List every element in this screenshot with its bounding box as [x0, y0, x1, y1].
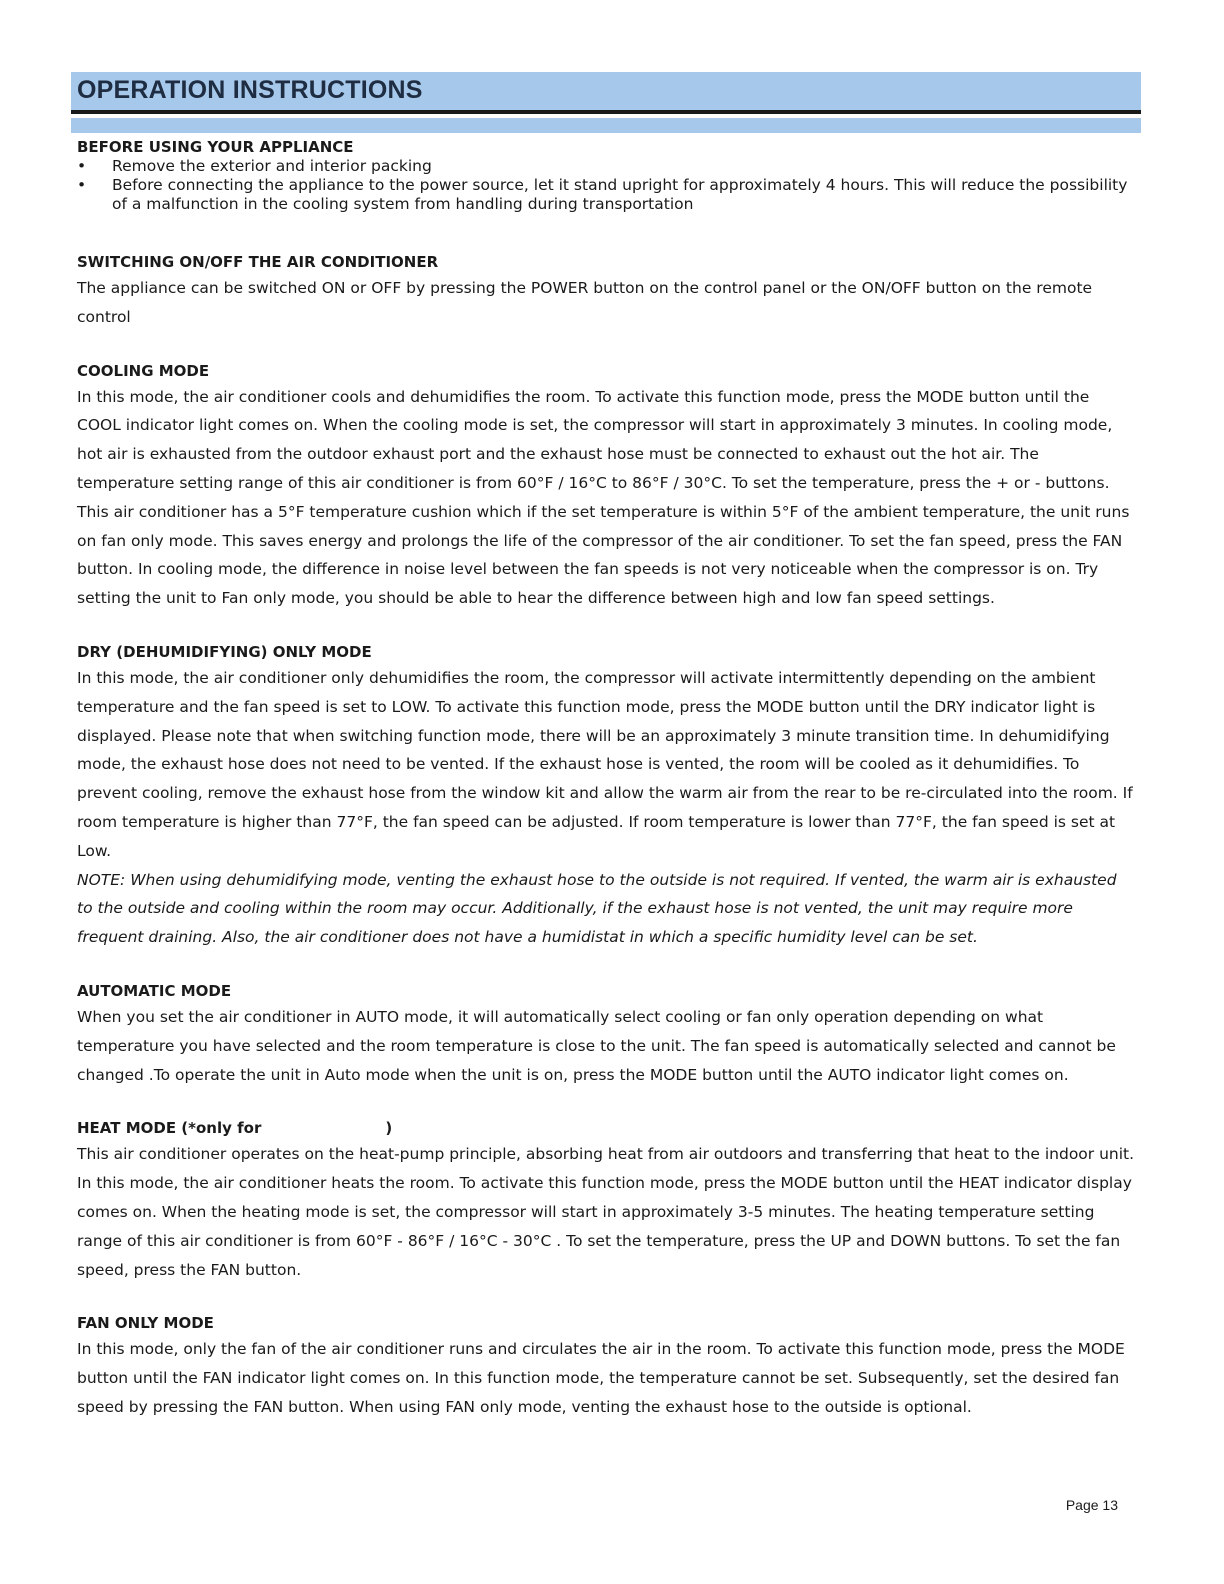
section-text-auto: When you set the air conditioner in AUTO mode, it will automatically select cooling or fan only operation depending on what temperature you have selected and the room temperature is close to the unit. The fan speed is automatically selected and cannot be changed .To operate the unit in Auto mode when the unit is on, press the MODE button until the AUTO indicator light comes on. [77, 1007, 1116, 1084]
section-fan-only [77, 1313, 1137, 1421]
section-title-auto: AUTOMATIC MODE [77, 981, 232, 1000]
bullet-list [77, 157, 1137, 214]
section-title-dry: DRY (DEHUMIDIFYING) ONLY MODE [77, 642, 372, 661]
list-item: • Before connecting the appliance to the power source, let it stand upright for approximately 4 hours. This will reduce the possibility of a malfunction in the cooling system from handling during transportation [77, 176, 1128, 213]
section-text-switching: The appliance can be switched ON or OFF by pressing the POWER button on the control panel or the ON/OFF button on the remote control [77, 279, 1093, 326]
section-cooling [77, 361, 1137, 613]
section-before-using [77, 137, 1137, 214]
section-title-before-using: BEFORE USING YOUR APPLIANCE [77, 138, 354, 156]
section-title-cooling: COOLING MODE [77, 361, 210, 380]
section-title-switching: SWITCHING ON/OFF THE AIR CONDITIONER [77, 253, 439, 271]
section-auto [77, 981, 1137, 1089]
section-text-dry: In this mode, the air conditioner only dehumidifies the room, the compressor will activate intermittently depending on the ambient temperature and the fan speed is set to LOW. To activate this function mode, press the MODE button until the DRY indicator light is displayed. Please note that when switching function mode, there will be an approximately 3 minute transition time. In dehumidifying mode, the exhaust hose does not need to be vented. If the exhaust hose is vented, the room will be cooled as it dehumidifies. To prevent cooling, remove the exhaust hose from the window kit and allow the warm air from the rear to be re-circulated into the room. If room temperature is higher than 77°F, the fan speed can be adjusted. If room temperature is lower than 77°F, the fan speed is set at Low. [77, 668, 1133, 860]
section-dry [77, 642, 1137, 952]
section-text-cooling: In this mode, the air conditioner cools and dehumidifies the room. To activate this function mode, press the MODE button until the COOL indicator light comes on. When the cooling mode is set, the compressor will start in approximately 3 minutes. In cooling mode, hot air is exhausted from the outdoor exhaust port and the exhaust hose must be connected to exhaust out the hot air. The temperature setting range of this air conditioner is from 60°F / 16°C to 86°F / 30°C. To set the temperature, press the + or - buttons. This air conditioner has a 5°F temperature cushion which if the set temperature is within 5°F of the ambient temperature, the unit runs on fan only mode. This saves energy and prolongs the life of the compressor of the air conditioner. To set the fan speed, press the FAN button. In cooling mode, the difference in noise level between the fan speeds is not very noticeable when the compressor is on. Try setting the unit to Fan only mode, you should be able to hear the difference between high and low fan speed settings. [77, 387, 1130, 608]
section-title-heat [77, 1118, 1137, 1138]
list-item: • Remove the exterior and interior packing [77, 157, 432, 175]
section-title-fan-only: FAN ONLY MODE [77, 1314, 214, 1333]
section-text-fan-only: In this mode, only the fan of the air conditioner runs and circulates the air in the room. To activate this function mode, press the MODE button until the FAN indicator light comes on. In this function mode, the temperature cannot be set. Subsequently, set the desired fan speed by pressing the FAN button. When using FAN only mode, venting the exhaust hose to the outside is optional. [77, 1340, 1125, 1416]
page-title: OPERATION INSTRUCTIONS [77, 76, 423, 104]
section-text-heat: This air conditioner operates on the heat-pump principle, absorbing heat from air outdoors and transferring that heat to the indoor unit. In this mode, the air conditioner heats the room. To activate this function mode, press the MODE button until the HEAT indicator display comes on. When the heating mode is set, the compressor will start in approximately 3-5 minutes. The heating temperature setting range of this air conditioner is from 60°F - 86°F / 16°C - 30°C . To set the temperature, press the UP and DOWN buttons. To set the fan speed, press the FAN button. [77, 1145, 1135, 1279]
note-dry: NOTE: When using dehumidifying mode, venting the exhaust hose to the outside is not required. If vented, the warm air is exhausted to the outside and cooling within the room may occur. Additionally, if the exhaust hose is not vented, the unit may require more frequent draining. Also, the air conditioner does not have a humidistat in which a specific humidity level can be set. [77, 870, 1117, 947]
heat-title-suffix: ) [385, 1119, 393, 1138]
instructions-body [77, 137, 1137, 1422]
heat-title-prefix: HEAT MODE (*only for [77, 1119, 262, 1138]
header-bar-underlay [71, 118, 1141, 133]
section-switching [77, 252, 1137, 332]
bullet-icon: • [77, 176, 87, 194]
bullet-icon: • [77, 157, 87, 175]
section-header-bar [71, 72, 1141, 114]
section-heat [77, 1118, 1137, 1284]
page-number: Page 13 [1065, 1497, 1118, 1513]
